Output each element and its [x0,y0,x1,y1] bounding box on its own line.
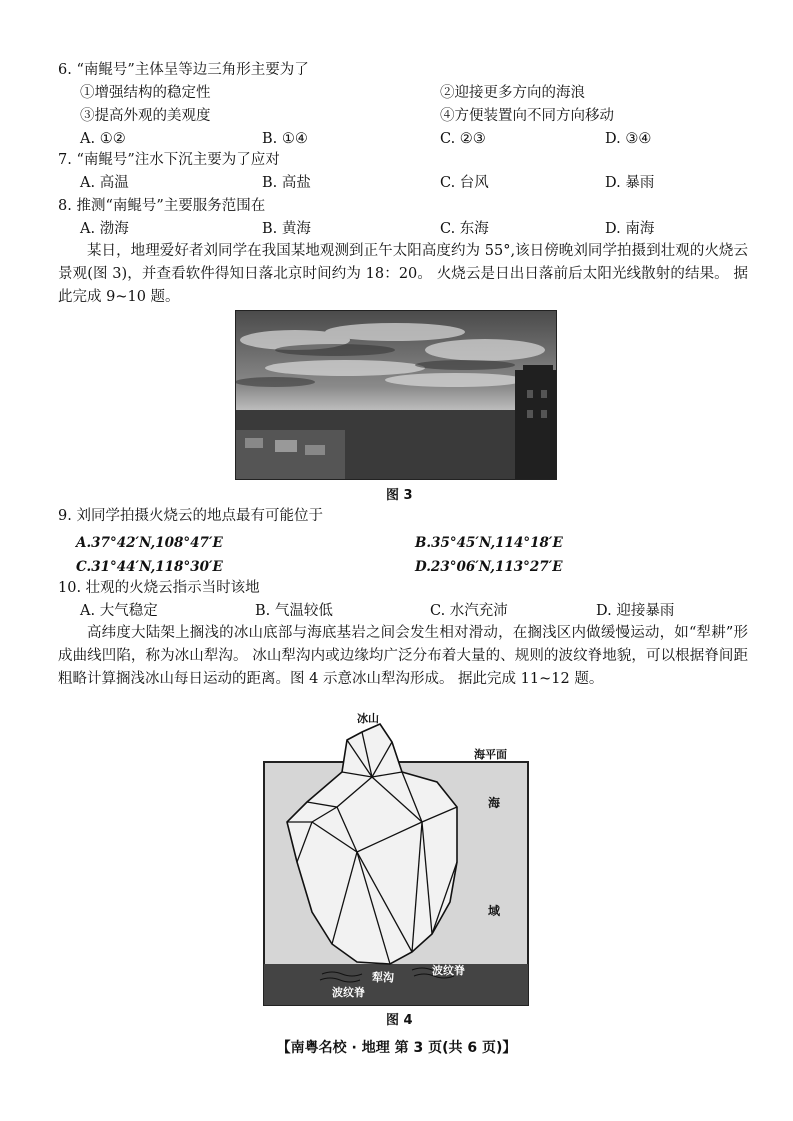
q9-option-c: C.31°44′N,118°30′E [76,559,223,575]
q9-option-b: B.35°45′N,114°18′E [415,535,563,551]
passage-fire-cloud: 某日，地理爱好者刘同学在我国某地观测到正午太阳高度约为 55°,该日傍晚刘同学拍摄到壮观的火烧云景观(图 3)，并查看软件得知日落北京时间约为 18：20。 火烧云是日出日落前后太阳光线散射的结果。 据此完成 9~10 题。 [58,243,748,305]
iceberg-label: 冰山 [357,712,379,725]
q9-option-d: D.23°06′N,113°27′E [415,559,563,575]
q7-option-c: C. 台风 [440,175,489,191]
q6-option-c: C. ②③ [440,131,486,147]
q6-item-1: ①增强结构的稳定性 [80,85,211,101]
q10-option-a: A. 大气稳定 [80,603,158,619]
q8-option-b: B. 黄海 [262,221,311,237]
q6-item-3: ③提高外观的美观度 [80,108,211,124]
fig3-caption: 图 3 [386,488,413,503]
ripple-label-left: 波纹脊 [332,986,365,999]
q6-item-4: ④方便装置向不同方向移动 [440,108,614,124]
q7-option-b: B. 高盐 [262,175,311,191]
sea-area-label-1: 海 [488,796,501,810]
sunset-cloud-image [235,310,557,480]
fig3-photo [235,310,557,480]
q7-option-d: D. 暴雨 [605,175,655,191]
q10-stem: 10. 壮观的火烧云指示当时该地 [58,580,260,596]
q8-stem: 8. 推测“南鲲号”主要服务范围在 [58,198,266,214]
q8-option-a: A. 渤海 [80,221,129,237]
q10-option-b: B. 气温较低 [255,603,333,619]
q6-item-2: ②迎接更多方向的海浪 [440,85,585,101]
q9-option-a: A.37°42′N,108°47′E [76,535,223,551]
sea-area-label-2: 域 [488,904,501,918]
q7-stem: 7. “南鲲号”注水下沉主要为了应对 [58,152,280,168]
passage-iceberg: 高纬度大陆架上搁浅的冰山底部与海底基岩之间会发生相对滑动，在搁浅区内做缓慢运动，如“犁耕”形成曲线凹陷，称为冰山犁沟。 冰山犁沟内或边缘均广泛分布着大量的、规则的波纹脊地貌，可以根据脊间距粗略计算搁浅冰山每日运动的距离。图 4 示意冰山犁沟形成。 据此完成 11~12 题。 [58,625,748,687]
q6-stem: 6. “南鲲号”主体呈等边三角形主要为了 [58,62,309,78]
q10-option-d: D. 迎接暴雨 [596,603,675,619]
q6-option-d: D. ③④ [605,131,652,147]
page-footer: 【南粤名校 · 地理 第 3 页(共 6 页)】 [276,1040,517,1056]
fig4-diagram [262,712,532,1007]
q6-option-a: A. ①② [80,131,126,147]
q7-option-a: A. 高温 [80,175,129,191]
fig4-caption: 图 4 [386,1013,413,1028]
q8-option-c: C. 东海 [440,221,489,237]
q9-stem: 9. 刘同学拍摄火烧云的地点最有可能位于 [58,508,323,524]
q6-option-b: B. ①④ [262,131,308,147]
plow-label: 犁沟 [372,971,394,984]
q10-option-c: C. 水汽充沛 [430,603,508,619]
sea-level-label: 海平面 [474,748,507,761]
q8-option-d: D. 南海 [605,221,655,237]
ripple-label-right: 波纹脊 [432,964,465,977]
